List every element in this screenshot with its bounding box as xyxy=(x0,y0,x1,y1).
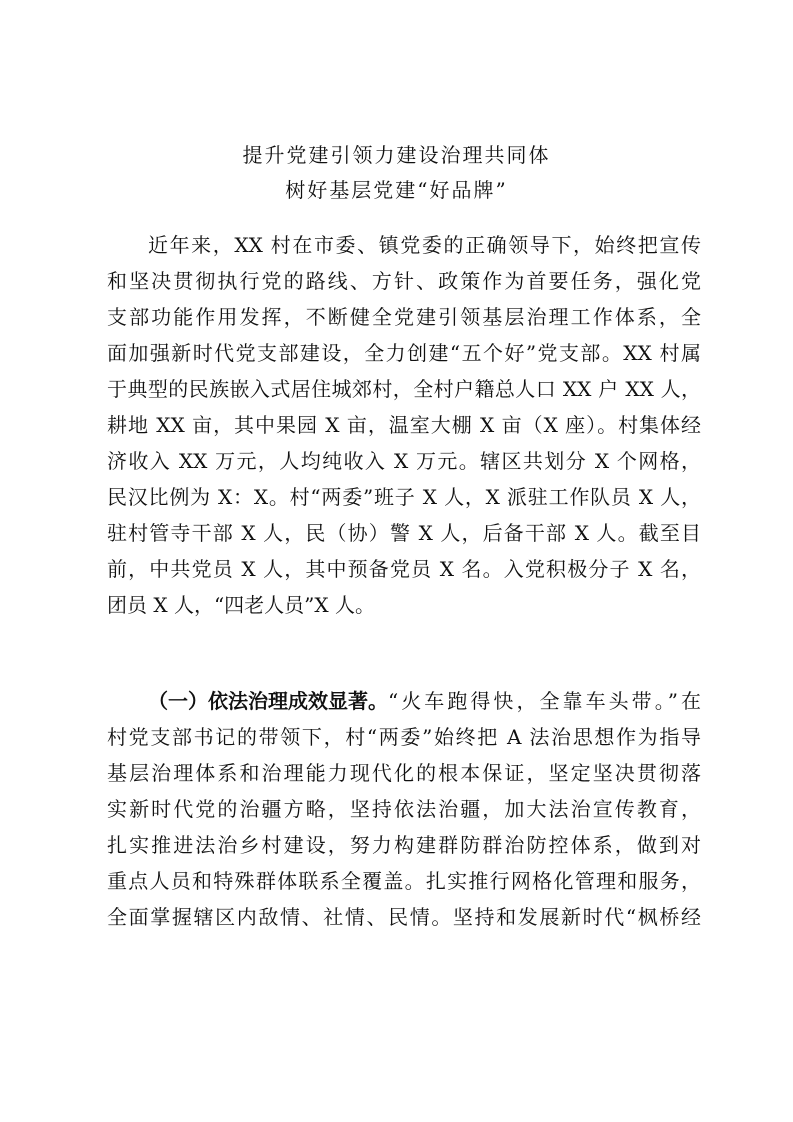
text-line: 和坚决贯彻执行党的路线、方针、政策作为首要任务，强化党 xyxy=(107,269,701,293)
text-line: 团员 X 人，“四老人员”X 人。 xyxy=(107,593,375,617)
section-heading: （一）依法治理成效显著。 xyxy=(148,689,388,713)
text-line: 耕地 XX 亩，其中果园 X 亩，温室大棚 X 亩（X 座）。村集体经 xyxy=(107,413,701,437)
document-title-line-2: 树好基层党建“好品牌” xyxy=(285,178,508,202)
document-title-line-1: 提升党建引领力建设治理共同体 xyxy=(242,143,551,167)
text-line: “火车跑得快，全靠车头带。”在 xyxy=(388,689,701,713)
text-line: 支部功能作用发挥，不断健全党建引领基层治理工作体系，全 xyxy=(107,305,701,329)
text-line: 近年来，XX 村在市委、镇党委的正确领导下，始终把宣传 xyxy=(148,233,701,257)
text-line: 重点人员和特殊群体联系全覆盖。扎实推行网格化管理和服务， xyxy=(107,869,701,893)
text-line: 实新时代党的治疆方略，坚持依法治疆，加大法治宣传教育， xyxy=(107,797,701,821)
text-line: 民汉比例为 X：X。村“两委”班子 X 人，X 派驻工作队员 X 人， xyxy=(107,485,701,509)
section-first-line xyxy=(148,689,701,713)
text-line: 全面掌握辖区内敌情、社情、民情。坚持和发展新时代“枫桥经 xyxy=(107,905,701,929)
text-line: 基层治理体系和治理能力现代化的根本保证，坚定坚决贯彻落 xyxy=(107,761,701,785)
text-line: 面加强新时代党支部建设，全力创建“五个好”党支部。XX 村属 xyxy=(107,341,701,365)
text-line: 驻村管寺干部 X 人，民（协）警 X 人，后备干部 X 人。截至目 xyxy=(107,521,701,545)
text-line: 前，中共党员 X 人，其中预备党员 X 名。入党积极分子 X 名， xyxy=(107,557,701,581)
text-line: 扎实推进法治乡村建设，努力构建群防群治防控体系，做到对 xyxy=(107,833,701,857)
text-line: 于典型的民族嵌入式居住城郊村，全村户籍总人口 XX 户 XX 人， xyxy=(107,377,701,401)
text-line: 济收入 XX 万元，人均纯收入 X 万元。辖区共划分 X 个网格， xyxy=(107,449,701,473)
text-line: 村党支部书记的带领下，村“两委”始终把 A 法治思想作为指导 xyxy=(107,725,701,749)
